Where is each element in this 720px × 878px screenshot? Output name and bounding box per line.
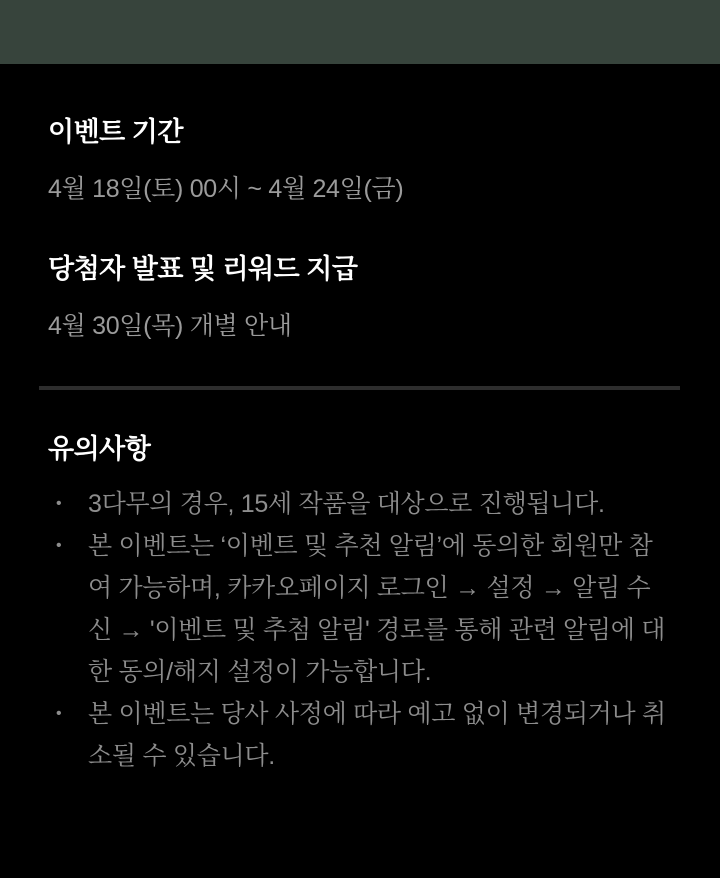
notice-item-text: 본 이벤트는 당사 사정에 따라 예고 없이 변경되거나 취소될 수 있습니다. <box>88 700 666 770</box>
winner-announcement-value: 4월 30일(목) 개별 안내 <box>48 312 292 340</box>
notice-item-text: 3다무의 경우, 15세 작품을 대상으로 진행됩니다. <box>88 490 605 518</box>
bullet-icon: • <box>56 705 62 722</box>
notice-item <box>48 693 672 777</box>
bullet-icon: • <box>56 537 62 554</box>
banner-bottom-strip <box>0 0 720 64</box>
notice-item-text: 본 이벤트는 ‘이벤트 및 추천 알림’에 동의한 회원만 참여 가능하며, 카카오페이지 로그인 → 설정 → 알림 수신 → '이벤트 및 추첨 알림' 경로를 통해 관련 알림에 대한 동의/해지 설정이 가능합니다. <box>88 532 666 686</box>
event-period-value: 4월 18일(토) 00시 ~ 4월 24일(금) <box>48 175 404 203</box>
notice-item <box>48 483 672 525</box>
event-period-title: 이벤트 기간 <box>48 117 183 147</box>
notice-area <box>0 434 720 777</box>
notice-item <box>48 525 672 693</box>
bullet-icon: • <box>56 495 62 512</box>
section-divider <box>39 386 680 390</box>
notice-title: 유의사항 <box>48 434 151 464</box>
content-area <box>0 117 720 341</box>
winner-announcement-title: 당첨자 발표 및 리워드 지급 <box>48 254 358 284</box>
notice-list <box>48 483 672 777</box>
